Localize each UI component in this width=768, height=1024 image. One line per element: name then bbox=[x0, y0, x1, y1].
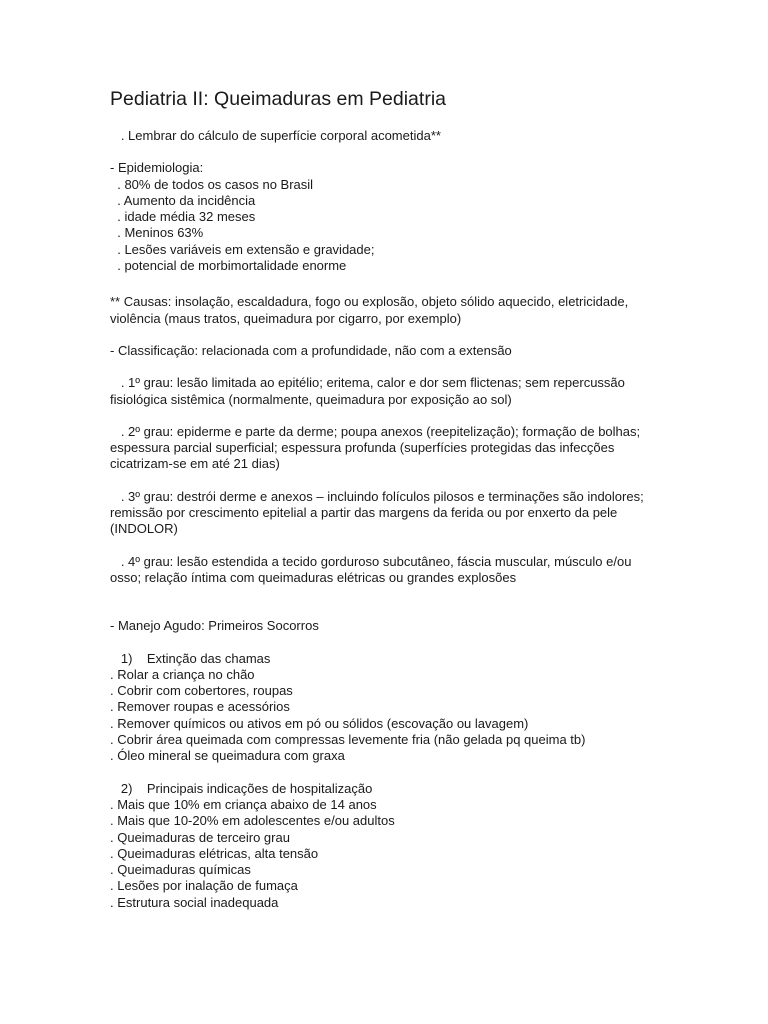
list-item: . Queimaduras elétricas, alta tensão bbox=[110, 845, 319, 861]
list-item: . Queimaduras químicas bbox=[110, 862, 251, 878]
note-line: . Lembrar do cálculo de superfície corporal acometida** bbox=[110, 128, 441, 143]
list-item: . Queimaduras de terceiro grau bbox=[110, 829, 290, 845]
epidemiologia-section bbox=[110, 160, 730, 274]
list-item: . Cobrir área queimada com compressas levemente fria (não gelada pq queima tb) bbox=[110, 732, 586, 748]
section-heading: - Manejo Agudo: Primeiros Socorros bbox=[110, 618, 319, 634]
section-heading: - Epidemiologia: bbox=[110, 160, 204, 176]
paragraph-line: cicatrizam-se em até 21 dias) bbox=[110, 456, 280, 472]
paragraph-line: . 1º grau: lesão limitada ao epitélio; eritema, calor e dor sem flictenas; sem repercussão bbox=[110, 375, 625, 391]
list-item: . Óleo mineral se queimadura com graxa bbox=[110, 748, 345, 764]
list-item: . Cobrir com cobertores, roupas bbox=[110, 683, 293, 699]
paragraph-line: fisiológica sistêmica (normalmente, queimadura por exposição ao sol) bbox=[110, 391, 512, 407]
list-item: . Aumento da incidência bbox=[110, 192, 256, 208]
paragraph-line: . 4º grau: lesão estendida a tecido gorduroso subcutâneo, fáscia muscular, músculo e/ou bbox=[110, 553, 632, 569]
paragraph-line: osso; relação íntima com queimaduras elétricas ou grandes explosões bbox=[110, 569, 517, 585]
paragraph-line: . 3º grau: destrói derme e anexos – incluindo folículos pilosos e terminações são indolores; bbox=[110, 488, 644, 504]
list-item: . Remover químicos ou ativos em pó ou sólidos (escovação ou lavagem) bbox=[110, 715, 529, 731]
subsection-heading: 2) Principais indicações de hospitalização bbox=[110, 780, 373, 796]
causas-paragraph bbox=[110, 294, 730, 327]
paragraph-line: violência (maus tratos, queimadura por cigarro, por exemplo) bbox=[110, 310, 462, 326]
list-item: . Remover roupas e acessórios bbox=[110, 699, 290, 715]
paragraph-line: . 2º grau: epiderme e parte da derme; poupa anexos (reepitelização); formação de bolhas; bbox=[110, 423, 641, 439]
list-item: . 80% de todos os casos no Brasil bbox=[110, 176, 314, 192]
list-item: . Meninos 63% bbox=[110, 225, 204, 241]
section-heading: - Classificação: relacionada com a profundidade, não com a extensão bbox=[110, 342, 512, 358]
list-item: . Estrutura social inadequada bbox=[110, 894, 279, 910]
list-item: . idade média 32 meses bbox=[110, 209, 256, 225]
subsection-heading: 1) Extinção das chamas bbox=[110, 650, 271, 666]
paragraph-line: espessura parcial superficial; espessura profunda (superfícies protegidas das infecções bbox=[110, 440, 615, 456]
manejo-section bbox=[110, 618, 730, 911]
list-item: . Lesões variáveis em extensão e gravidade; bbox=[110, 241, 375, 257]
list-item: . Mais que 10% em criança abaixo de 14 anos bbox=[110, 796, 377, 812]
document-page bbox=[110, 86, 730, 911]
classificacao-section bbox=[110, 343, 730, 586]
list-item: . potencial de morbimortalidade enorme bbox=[110, 258, 347, 274]
list-item: . Mais que 10-20% em adolescentes e/ou adultos bbox=[110, 813, 395, 829]
paragraph-line: remissão por crescimento epitelial a partir das margens da ferida ou por enxerto da pele bbox=[110, 505, 618, 521]
list-item: . Rolar a criança no chão bbox=[110, 666, 255, 682]
paragraph-line: (INDOLOR) bbox=[110, 521, 178, 537]
paragraph-line: ** Causas: insolação, escaldadura, fogo ou explosão, objeto sólido aquecido, eletricidade, bbox=[110, 294, 629, 310]
list-item: . Lesões por inalação de fumaça bbox=[110, 878, 298, 894]
document-title: Pediatria II: Queimaduras em Pediatria bbox=[110, 88, 446, 110]
